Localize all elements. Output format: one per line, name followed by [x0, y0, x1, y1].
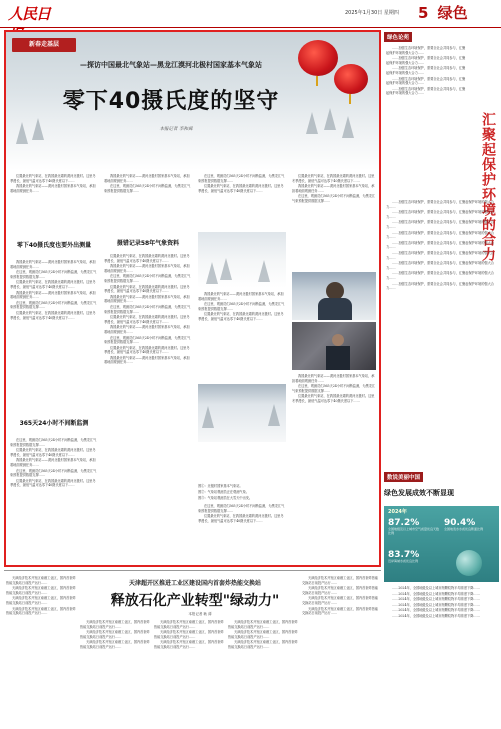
- lead-text-column-4: 位置最北的气象站，在我国最北端的漠河北极村。这里冬季漫长，最低气温可达零下40摄氏度以下…… 我国最北的气象站——漠河北极村国家基本气象站，承担着地面观测任务…… 在这里，观测员们365天24小时不间断监测，为黑龙江气象预报提供数据支撑……: [292, 174, 376, 203]
- lower-text-column-4: 天津经济技术开发区南港工业区，国内首套炸热能交换站日前投产运行…… 天津经济技术开发区南港工业区，国内首套炸热能交换站日前投产运行…… 天津经济技术开发区南港工业区，国内首套炸热能交换站日前投产运行……: [228, 620, 298, 649]
- editorial-section-tag: 绿色论苑: [384, 32, 412, 42]
- lead-byline: 本报记者 李和舜: [159, 127, 193, 132]
- editorial-body-1: ……加强生态环境保护，需要全社会共同参与，汇聚起保护环境的强大合力…… ……加强生态环境保护，需要全社会共同参与，汇聚起保护环境的强大合力…… ……加强生态环境保护，需要全社会共同参与，汇聚起保护环境的强大合力…… ……加强生态环境保护，需要全社会共同参与，汇聚起保护环境的强大合力…… ……加强生态环境保护，需要全社会共同参与，汇聚起保护环境的强大合力……: [386, 46, 466, 96]
- lead-text-column-3c: 在这里，观测员们365天24小时不间断监测，为黑龙江气象预报提供数据支撑…… 位置最北的气象站，在我国最北端的漠河北极村。这里冬季漫长，最低气温可达零下40摄氏度以下……: [198, 504, 285, 523]
- subhead-2: 摄错记录58年气象资料: [116, 240, 180, 247]
- page-number-section: [418, 2, 468, 23]
- lead-text-column-3: 在这里，观测员们365天24小时不间断监测，为黑龙江气象预报提供数据支撑…… 位置最北的气象站，在我国最北端的漠河北极村。这里冬季漫长，最低气温可达零下40摄氏度以下……: [198, 174, 285, 193]
- data-box-body: ……2024年，全国地级及以上城市细颗粒物平均浓度下降…… ……2024年，全国地级及以上城市细颗粒物平均浓度下降…… ……2024年，全国地级及以上城市细颗粒物平均浓度下降…… ……2024年，全国地级及以上城市细颗粒物平均浓度下降…… ……2024年，全国地级及以上城市细颗粒物平均浓度下降…… ……2024年，全国地级及以上城市细颗粒物平均浓度下降……: [392, 586, 480, 618]
- lead-headline[interactable]: 零下40摄氏度的坚守: [62, 89, 280, 114]
- lead-story[interactable]: [4, 30, 381, 567]
- lower-byline: 本报记者 耿 薄: [188, 612, 212, 616]
- stat-1: 87.2% 全国地级及以上城市空气质量优良天数比例: [388, 518, 440, 535]
- photo-caption-3: 图③：气象站观测员在大雪天中出发。: [198, 496, 253, 500]
- editorial-body-2: ……加强生态环境保护，需要全社会共同参与，汇聚起保护环境的强大合力…… ……加强生态环境保护，需要全社会共同参与，汇聚起保护环境的强大合力…… ……加强生态环境保护，需要全社会共同参与，汇聚起保护环境的强大合力…… ……加强生态环境保护，需要全社会共同参与，汇聚起保护环境的强大合力…… ……加强生态环境保护，需要全社会共同参与，汇聚起保护环境的强大合力…… ……加强生态环境保护，需要全社会共同参与，汇聚起保护环境的强大合力…… ……加强生态环境保护，需要全社会共同参与，汇聚起保护环境的强大合力…… ……加强生态环境保护，需要全社会共同参与，汇聚起保护环境的强大合力…… ……加强生态环境保护，需要全社会共同参与，汇聚起保护环境的强大合力……: [386, 200, 494, 291]
- page-number: 5: [418, 4, 429, 22]
- lead-text-column-1b: 我国最北的气象站——漠河北极村国家基本气象站，承担着地面观测任务…… 在这里，观测员们365天24小时不间断监测，为黑龙江气象预报提供数据支撑…… 位置最北的气象站，在我国最北端的漠河北极村。这里冬季漫长，最低气温可达零下40摄氏度以下…… 我国最北的气象站——漠河北极村国家基本气象站，承担着地面观测任务…… 在这里，观测员们365天24小时不间断监测，为黑龙江气象预报提供数据支撑…… 位置最北的气象站，在我国最北端的漠河北极村。这里冬季漫长，最低气温可达零下40摄氏度以下……: [10, 260, 97, 320]
- infographic-year: 2024年: [388, 509, 407, 515]
- globe-icon: [456, 550, 482, 576]
- photo-instrument-room: [292, 322, 376, 370]
- lead-text-column-1c: 在这里，观测员们365天24小时不间断监测，为黑龙江气象预报提供数据支撑…… 位置最北的气象站，在我国最北端的漠河北极村。这里冬季漫长，最低气温可达零下40摄氏度以下…… 我国最北的气象站——漠河北极村国家基本气象站，承担着地面观测任务…… 在这里，观测员们365天24小时不间断监测，为黑龙江气象预报提供数据支撑…… 位置最北的气象站，在我国最北端的漠河北极村。这里冬季漫长，最低气温可达零下40摄氏度以下……: [10, 438, 97, 488]
- editorial-title[interactable]: 汇聚起保护环境的合力: [480, 112, 496, 262]
- photo-caption-2: 图②：气象站观测员正在观测气象。: [198, 490, 249, 494]
- red-lantern-icon: [298, 40, 338, 76]
- subhead-3: 365天24小时不间断监测: [19, 420, 89, 427]
- lower-kicker: 天津超开区推进工业区建设国内首套炸热能交换站: [128, 580, 261, 587]
- divider: [4, 570, 381, 571]
- newspaper-logo: 人民日: [8, 5, 51, 23]
- lower-text-column-3: 天津经济技术开发区南港工业区，国内首套炸热能交换站日前投产运行…… 天津经济技术开发区南港工业区，国内首套炸热能交换站日前投产运行…… 天津经济技术开发区南港工业区，国内首套炸热能交换站日前投产运行……: [154, 620, 224, 649]
- lead-text-column-4b: 我国最北的气象站——漠河北极村国家基本气象站，承担着地面观测任务…… 在这里，观测员们365天24小时不间断监测，为黑龙江气象预报提供数据支撑…… 位置最北的气象站，在我国最北端的漠河北极村。这里冬季漫长，最低气温可达零下40摄氏度以下……: [292, 374, 376, 403]
- lower-text-column-5: 天津经济技术开发区南港工业区，国内首套炸热能交换站日前投产运行…… 天津经济技术开发区南港工业区，国内首套炸热能交换站日前投产运行…… 天津经济技术开发区南港工业区，国内首套炸热能交换站日前投产运行…… 天津经济技术开发区南港工业区，国内首套炸热能交换站日前投产运行……: [302, 576, 379, 616]
- lead-text-column-3b: 我国最北的气象站——漠河北极村国家基本气象站，承担着地面观测任务…… 在这里，观测员们365天24小时不间断监测，为黑龙江气象预报提供数据支撑…… 位置最北的气象站，在我国最北端的漠河北极村。这里冬季漫长，最低气温可达零下40摄氏度以下……: [198, 292, 285, 321]
- photo-snow-road: [198, 384, 286, 442]
- photo-weather-station: [198, 232, 286, 288]
- lower-text-column-2: 天津经济技术开发区南港工业区，国内首套炸热能交换站日前投产运行…… 天津经济技术开发区南港工业区，国内首套炸热能交换站日前投产运行…… 天津经济技术开发区南港工业区，国内首套炸热能交换站日前投产运行……: [80, 620, 150, 649]
- lower-headline[interactable]: 释放石化产业转型"绿动力": [110, 593, 280, 609]
- photo-caption-1: 图①：北极村国家基本气象站。: [198, 484, 243, 488]
- section-name: 绿色: [437, 4, 468, 22]
- lead-photo-snow-scene: [6, 32, 379, 170]
- subhead-1: 零下40摄氏度也要外出测量: [16, 242, 92, 249]
- red-lantern-icon: [334, 64, 368, 94]
- data-infographic-box: [384, 506, 499, 582]
- data-box-headline[interactable]: 绿色发展成效不断显现: [384, 489, 454, 497]
- stat-2: 90.4% 全国地表水水质优良断面比例: [444, 518, 484, 531]
- lead-text-column-2b: 位置最北的气象站，在我国最北端的漠河北极村。这里冬季漫长，最低气温可达零下40摄氏度以下…… 我国最北的气象站——漠河北极村国家基本气象站，承担着地面观测任务…… 在这里，观测员们365天24小时不间断监测，为黑龙江气象预报提供数据支撑…… 位置最北的气象站，在我国最北端的漠河北极村。这里冬季漫长，最低气温可达零下40摄氏度以下…… 我国最北的气象站——漠河北极村国家基本气象站，承担着地面观测任务…… 在这里，观测员们365天24小时不间断监测，为黑龙江气象预报提供数据支撑…… 位置最北的气象站，在我国最北端的漠河北极村。这里冬季漫长，最低气温可达零下40摄氏度以下…… 我国最北的气象站——漠河北极村国家基本气象站，承担着地面观测任务…… 在这里，观测员们365天24小时不间断监测，为黑龙江气象预报提供数据支撑…… 位置最北的气象站，在我国最北端的漠河北极村。这里冬季漫长，最低气温可达零下40摄氏度以下…… 我国最北的气象站——漠河北极村国家基本气象站，承担着地面观测任务……: [104, 254, 191, 365]
- masthead: [0, 0, 501, 28]
- column-tag: 新春走基层: [12, 38, 76, 52]
- dateline: 2025年1月30日 星期四: [345, 10, 399, 16]
- lead-kicker: —探访中国最北气象站—黑龙江漠河北极村国家基本气象站: [80, 61, 262, 69]
- right-column: [384, 30, 499, 727]
- lower-text-column-1: 天津经济技术开发区南港工业区，国内首套炸热能交换站日前投产运行…… 天津经济技术开发区南港工业区，国内首套炸热能交换站日前投产运行…… 天津经济技术开发区南港工业区，国内首套炸热能交换站日前投产运行…… 天津经济技术开发区南港工业区，国内首套炸热能交换站日前投产运行……: [6, 576, 76, 616]
- lead-text-column-2: 我国最北的气象站——漠河北极村国家基本气象站，承担着地面观测任务…… 在这里，观测员们365天24小时不间断监测，为黑龙江气象预报提供数据支撑……: [104, 174, 191, 193]
- stat-3: 83.7% 近岸海域水质优良比例: [388, 550, 420, 563]
- photo-observer: [292, 272, 376, 320]
- lead-text-column-1: 位置最北的气象站，在我国最北端的漠河北极村。这里冬季漫长，最低气温可达零下40摄氏度以下…… 我国最北的气象站——漠河北极村国家基本气象站，承担着地面观测任务……: [10, 174, 96, 193]
- data-box-tag: 数说美丽中国: [384, 472, 423, 482]
